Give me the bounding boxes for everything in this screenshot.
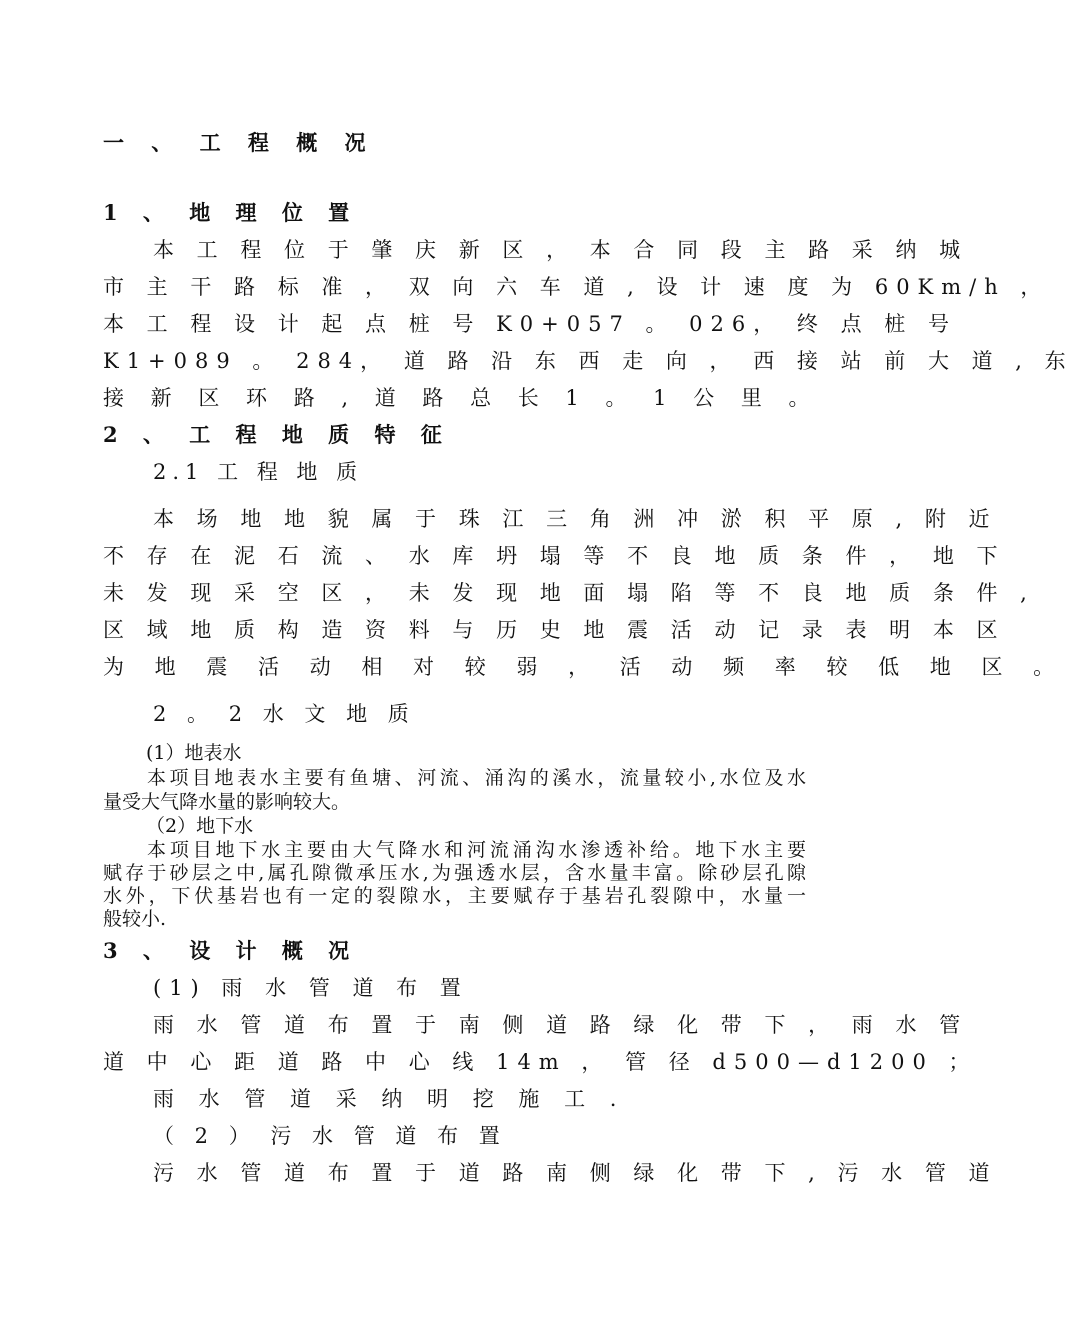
paragraph-line: 水外，下伏基岩也有一定的裂隙水，主要赋存于基岩孔裂隙中，水量一 bbox=[103, 885, 806, 907]
paragraph-line: 赋存于砂层之中,属孔隙微承压水,为强透水层，含水量丰富。除砂层孔隙 bbox=[103, 862, 806, 884]
paragraph-line: 为 地 震 活 动 相 对 较 弱 ， 活 动 频 率 较 低 地 区 。 bbox=[103, 655, 1067, 679]
paragraph-line: 未 发 现 采 空 区 ， 未 发 现 地 面 塌 陷 等 不 良 地 质 条 件 , bbox=[103, 581, 1035, 605]
paragraph-line: 雨 水 管 道 布 置 于 南 侧 道 路 绿 化 带 下 ， 雨 水 管 bbox=[153, 1013, 969, 1037]
heading-geographic-location: 1 、 地 理 位 置 bbox=[103, 200, 359, 225]
paragraph-line: 接 新 区 环 路 , 道 路 总 长 1 。 1 公 里 。 bbox=[103, 386, 820, 410]
paragraph-line: 污 水 管 道 布 置 于 道 路 南 侧 绿 化 带 下 , 污 水 管 道 bbox=[153, 1161, 998, 1185]
paragraph-line: 雨 水 管 道 采 纳 明 挖 施 工 . bbox=[153, 1087, 626, 1111]
subheading-hydrogeology: 2 。 2 水 文 地 质 bbox=[153, 702, 416, 726]
paragraph-line: 本项目地表水主要有鱼塘、河流、涌沟的溪水，流量较小,水位及水 bbox=[147, 767, 806, 789]
paragraph-line: 般较小. bbox=[103, 908, 167, 930]
rain-pipe-title: (1) 雨 水 管 道 布 置 bbox=[153, 976, 469, 1000]
subheading-engineering-geology: 2.1 工 程 地 质 bbox=[153, 460, 364, 484]
paragraph-line: 市 主 干 路 标 准 ， 双 向 六 车 道 , 设 计 速 度 为 60Km/h ， bbox=[103, 275, 1050, 299]
heading-design-overview: 3 、 设 计 概 况 bbox=[103, 938, 359, 963]
paragraph-line: 本 工 程 位 于 肇 庆 新 区 ， 本 合 同 段 主 路 采 纳 城 bbox=[153, 238, 969, 262]
paragraph-line: 本 工 程 设 计 起 点 桩 号 K0+057 。 026， 终 点 桩 号 bbox=[103, 312, 957, 336]
sewage-pipe-title: （ 2 ） 污 水 管 道 布 置 bbox=[153, 1124, 507, 1148]
paragraph-line: 本 场 地 地 貌 属 于 珠 江 三 角 洲 冲 淤 积 平 原 , 附 近 bbox=[153, 507, 998, 531]
paragraph-line: 不 存 在 泥 石 流 、 水 库 坍 塌 等 不 良 地 质 条 件 ， 地 下 bbox=[103, 544, 1006, 568]
section-title-overview: 一 、 工 程 概 况 bbox=[103, 130, 376, 155]
paragraph-line: 量受大气降水量的影响较大。 bbox=[103, 791, 351, 813]
paragraph-line: 本项目地下水主要由大气降水和河流涌沟水渗透补给。地下水主要 bbox=[147, 839, 806, 861]
surface-water-title: (1）地表水 bbox=[146, 742, 242, 764]
heading-engineering-geology: 2 、 工 程 地 质 特 征 bbox=[103, 422, 451, 447]
paragraph-line: 区 域 地 质 构 造 资 料 与 历 史 地 震 活 动 记 录 表 明 本 区 bbox=[103, 618, 1006, 642]
paragraph-line: 道 中 心 距 道 路 中 心 线 14m ， 管 径 d500—d1200 ； bbox=[103, 1050, 978, 1074]
groundwater-title: （2）地下水 bbox=[146, 815, 254, 837]
paragraph-line: K1+089 。 284， 道 路 沿 东 西 走 向 ， 西 接 站 前 大 道 , 东 bbox=[103, 349, 1074, 373]
